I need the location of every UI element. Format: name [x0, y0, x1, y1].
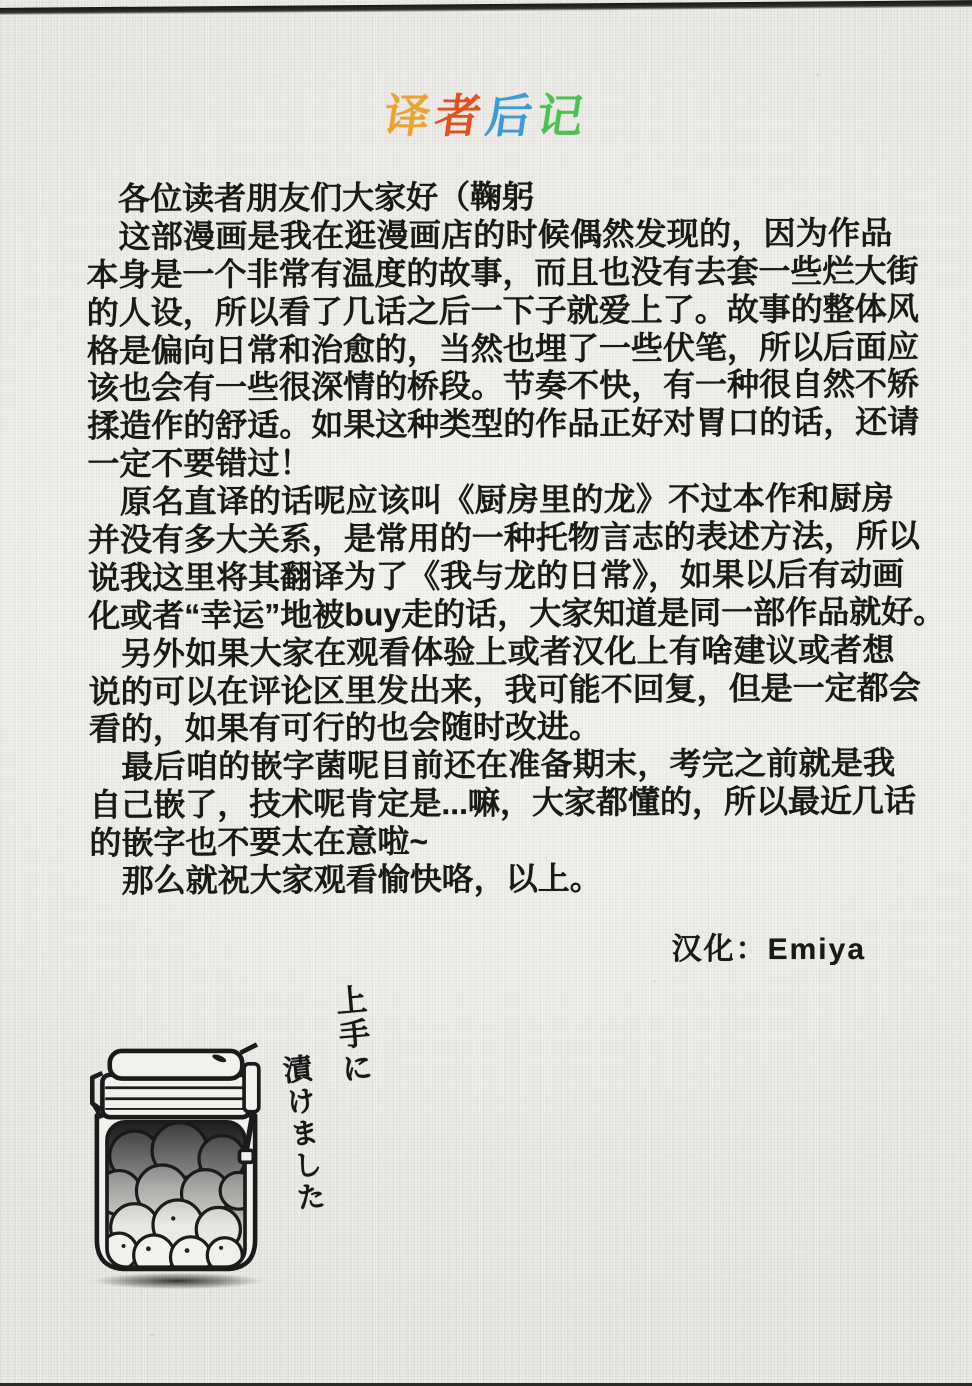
afterword-line: 原名直译的话呢应该叫《厨房里的龙》不过本作和厨房 — [87, 479, 894, 521]
afterword-line: 各位读者朋友们大家好（鞠躬 — [86, 178, 535, 217]
afterword-line: 自己嵌了，技术呢肯定是...嘛，大家都懂的，所以最近几话 — [89, 782, 917, 824]
title-char-4: 记 — [533, 90, 592, 142]
title-char-3: 后 — [482, 90, 541, 142]
title-char-1: 译 — [380, 90, 439, 142]
page-title — [0, 90, 972, 143]
afterword-line: 这部漫画是我在逛漫画店的时候偶然发现的，因为作品 — [86, 214, 893, 255]
translator-credit: 汉化：Emiya — [671, 933, 866, 966]
jar-inner-shade — [107, 1122, 245, 1267]
jar-shadow — [93, 1273, 262, 1290]
afterword-line: 揉造作的舒适。如果这种类型的作品正好对胃口的话，还请 — [87, 403, 920, 445]
scan-edge-top — [0, 0, 972, 15]
afterword-line: 另外如果大家在观看体验上或者汉化上有啥建议或者想 — [88, 631, 895, 672]
afterword-line: 并没有多大关系，是常用的一种托物言志的表述方法，所以 — [87, 517, 920, 559]
afterword-line: 的人设，所以看了几话之后一下子就爱上了。故事的整体风 — [86, 290, 919, 331]
afterword-line: 该也会有一些很深情的桥段。节奏不快，有一种很自然不矫 — [86, 366, 920, 407]
afterword-line: 说我这里将其翻译为了《我与龙的日常》，如果以后有动画 — [87, 555, 905, 596]
jar-lid — [102, 1051, 249, 1117]
afterword-line: 本身是一个非常有温度的故事，而且也没有去套一些烂大街 — [86, 252, 919, 293]
afterword-line: 最后咱的嵌字菌呢目前还在准备期末，考完之前就是我 — [88, 745, 896, 786]
afterword-line: 的嵌字也不要太在意啦~ — [89, 823, 429, 862]
afterword-line: 说的可以在评论区里发出来，我可能不回复，但是一定都会 — [88, 669, 921, 710]
afterword-line: 一定不要错过！ — [87, 445, 312, 483]
afterword-line: 看的，如果有可行的也会随时改进。 — [88, 708, 601, 748]
afterword-text — [86, 177, 946, 901]
afterword-line: 化或者“幸运”地被buy走的话，大家知道是同一部作品就好。 — [88, 593, 946, 634]
afterword-line: 格是偏向日常和治愈的，当然也埋了一些伏笔，所以后面应 — [86, 328, 919, 369]
jar-caption-jp-line-2: 漬けました — [277, 1052, 327, 1216]
pickled-plums-jar-illustration — [84, 1016, 268, 1292]
afterword-line: 那么就祝大家观看愉快咯，以上。 — [89, 860, 602, 900]
title-char-2: 者 — [431, 90, 490, 142]
jar-caption-jp-line-1: 上手に — [329, 982, 374, 1088]
